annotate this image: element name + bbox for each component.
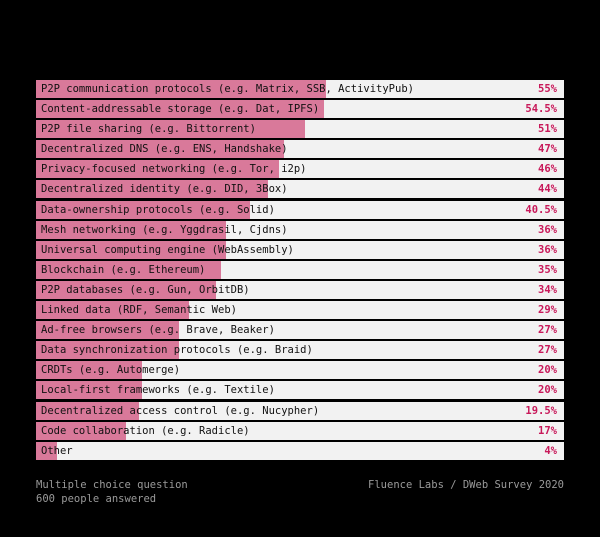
respondent-count-note: 600 people answered [36, 493, 157, 505]
bar-row [36, 180, 564, 198]
category-label: Local-first frameworks (e.g. Textile) [41, 384, 275, 397]
bar-chart [36, 80, 564, 462]
category-label: Linked data (RDF, Semantic Web) [41, 304, 237, 317]
value-label: 20% [538, 384, 557, 397]
bar-row [36, 422, 564, 440]
footer-note [36, 478, 188, 506]
category-label: Data-ownership protocols (e.g. Solid) [41, 203, 275, 216]
value-label: 46% [538, 163, 557, 176]
value-label: 51% [538, 123, 557, 136]
bar-row [36, 100, 564, 118]
bar-row [36, 402, 564, 420]
category-label: Other [41, 444, 73, 457]
category-label: Code collaboration (e.g. Radicle) [41, 424, 250, 437]
value-label: 35% [538, 263, 557, 276]
value-label: 40.5% [525, 203, 557, 216]
value-label: 47% [538, 143, 557, 156]
bar-row [36, 201, 564, 219]
value-label: 54.5% [525, 103, 557, 116]
category-label: P2P communication protocols (e.g. Matrix, SSB, ActivityPub) [41, 83, 414, 95]
bar-row [36, 341, 564, 359]
category-label: Data synchronization protocols (e.g. Braid) [41, 344, 313, 357]
bar-row [36, 301, 564, 319]
value-label: 36% [538, 243, 557, 256]
category-label: Decentralized identity (e.g. DID, 3Box) [41, 183, 288, 196]
category-label: Ad-free browsers (e.g. Brave, Beaker) [41, 324, 275, 337]
bar-row [36, 120, 564, 138]
bar-row [36, 160, 564, 178]
bar-row [36, 140, 564, 158]
bar-row [36, 241, 564, 259]
source-credit: Fluence Labs / DWeb Survey 2020 [368, 479, 564, 491]
category-label: P2P file sharing (e.g. Bittorrent) [41, 123, 256, 136]
value-label: 27% [538, 344, 557, 357]
question-type-note: Multiple choice question [36, 479, 188, 491]
value-label: 20% [538, 364, 557, 377]
value-label: 4% [544, 444, 557, 457]
category-label: Decentralized access control (e.g. Nucypher) [41, 404, 320, 417]
value-label: 19.5% [525, 404, 557, 417]
category-label: Privacy-focused networking (e.g. Tor, i2p) [41, 163, 307, 176]
value-label: 34% [538, 283, 557, 296]
category-label: Mesh networking (e.g. Yggdrasil, Cjdns) [41, 223, 288, 236]
bar-row [36, 221, 564, 239]
bar-row [36, 381, 564, 399]
bar-row [36, 361, 564, 379]
value-label: 27% [538, 324, 557, 337]
category-label: Blockchain (e.g. Ethereum) [41, 263, 206, 276]
value-label: 29% [538, 304, 557, 317]
value-label: 17% [538, 424, 557, 437]
category-label: Content-addressable storage (e.g. Dat, IPFS) [41, 103, 320, 116]
bar-row [36, 442, 564, 460]
value-label: 55% [538, 83, 557, 95]
bar-row [36, 261, 564, 279]
category-label: CRDTs (e.g. Automerge) [41, 364, 181, 377]
category-label: Decentralized DNS (e.g. ENS, Handshake) [41, 143, 288, 156]
bar-row [36, 281, 564, 299]
category-label: P2P databases (e.g. Gun, OrbitDB) [41, 283, 250, 296]
bar-row [36, 321, 564, 339]
value-label: 36% [538, 223, 557, 236]
bar-row [36, 80, 564, 98]
value-label: 44% [538, 183, 557, 196]
category-label: Universal computing engine (WebAssembly) [41, 243, 294, 256]
